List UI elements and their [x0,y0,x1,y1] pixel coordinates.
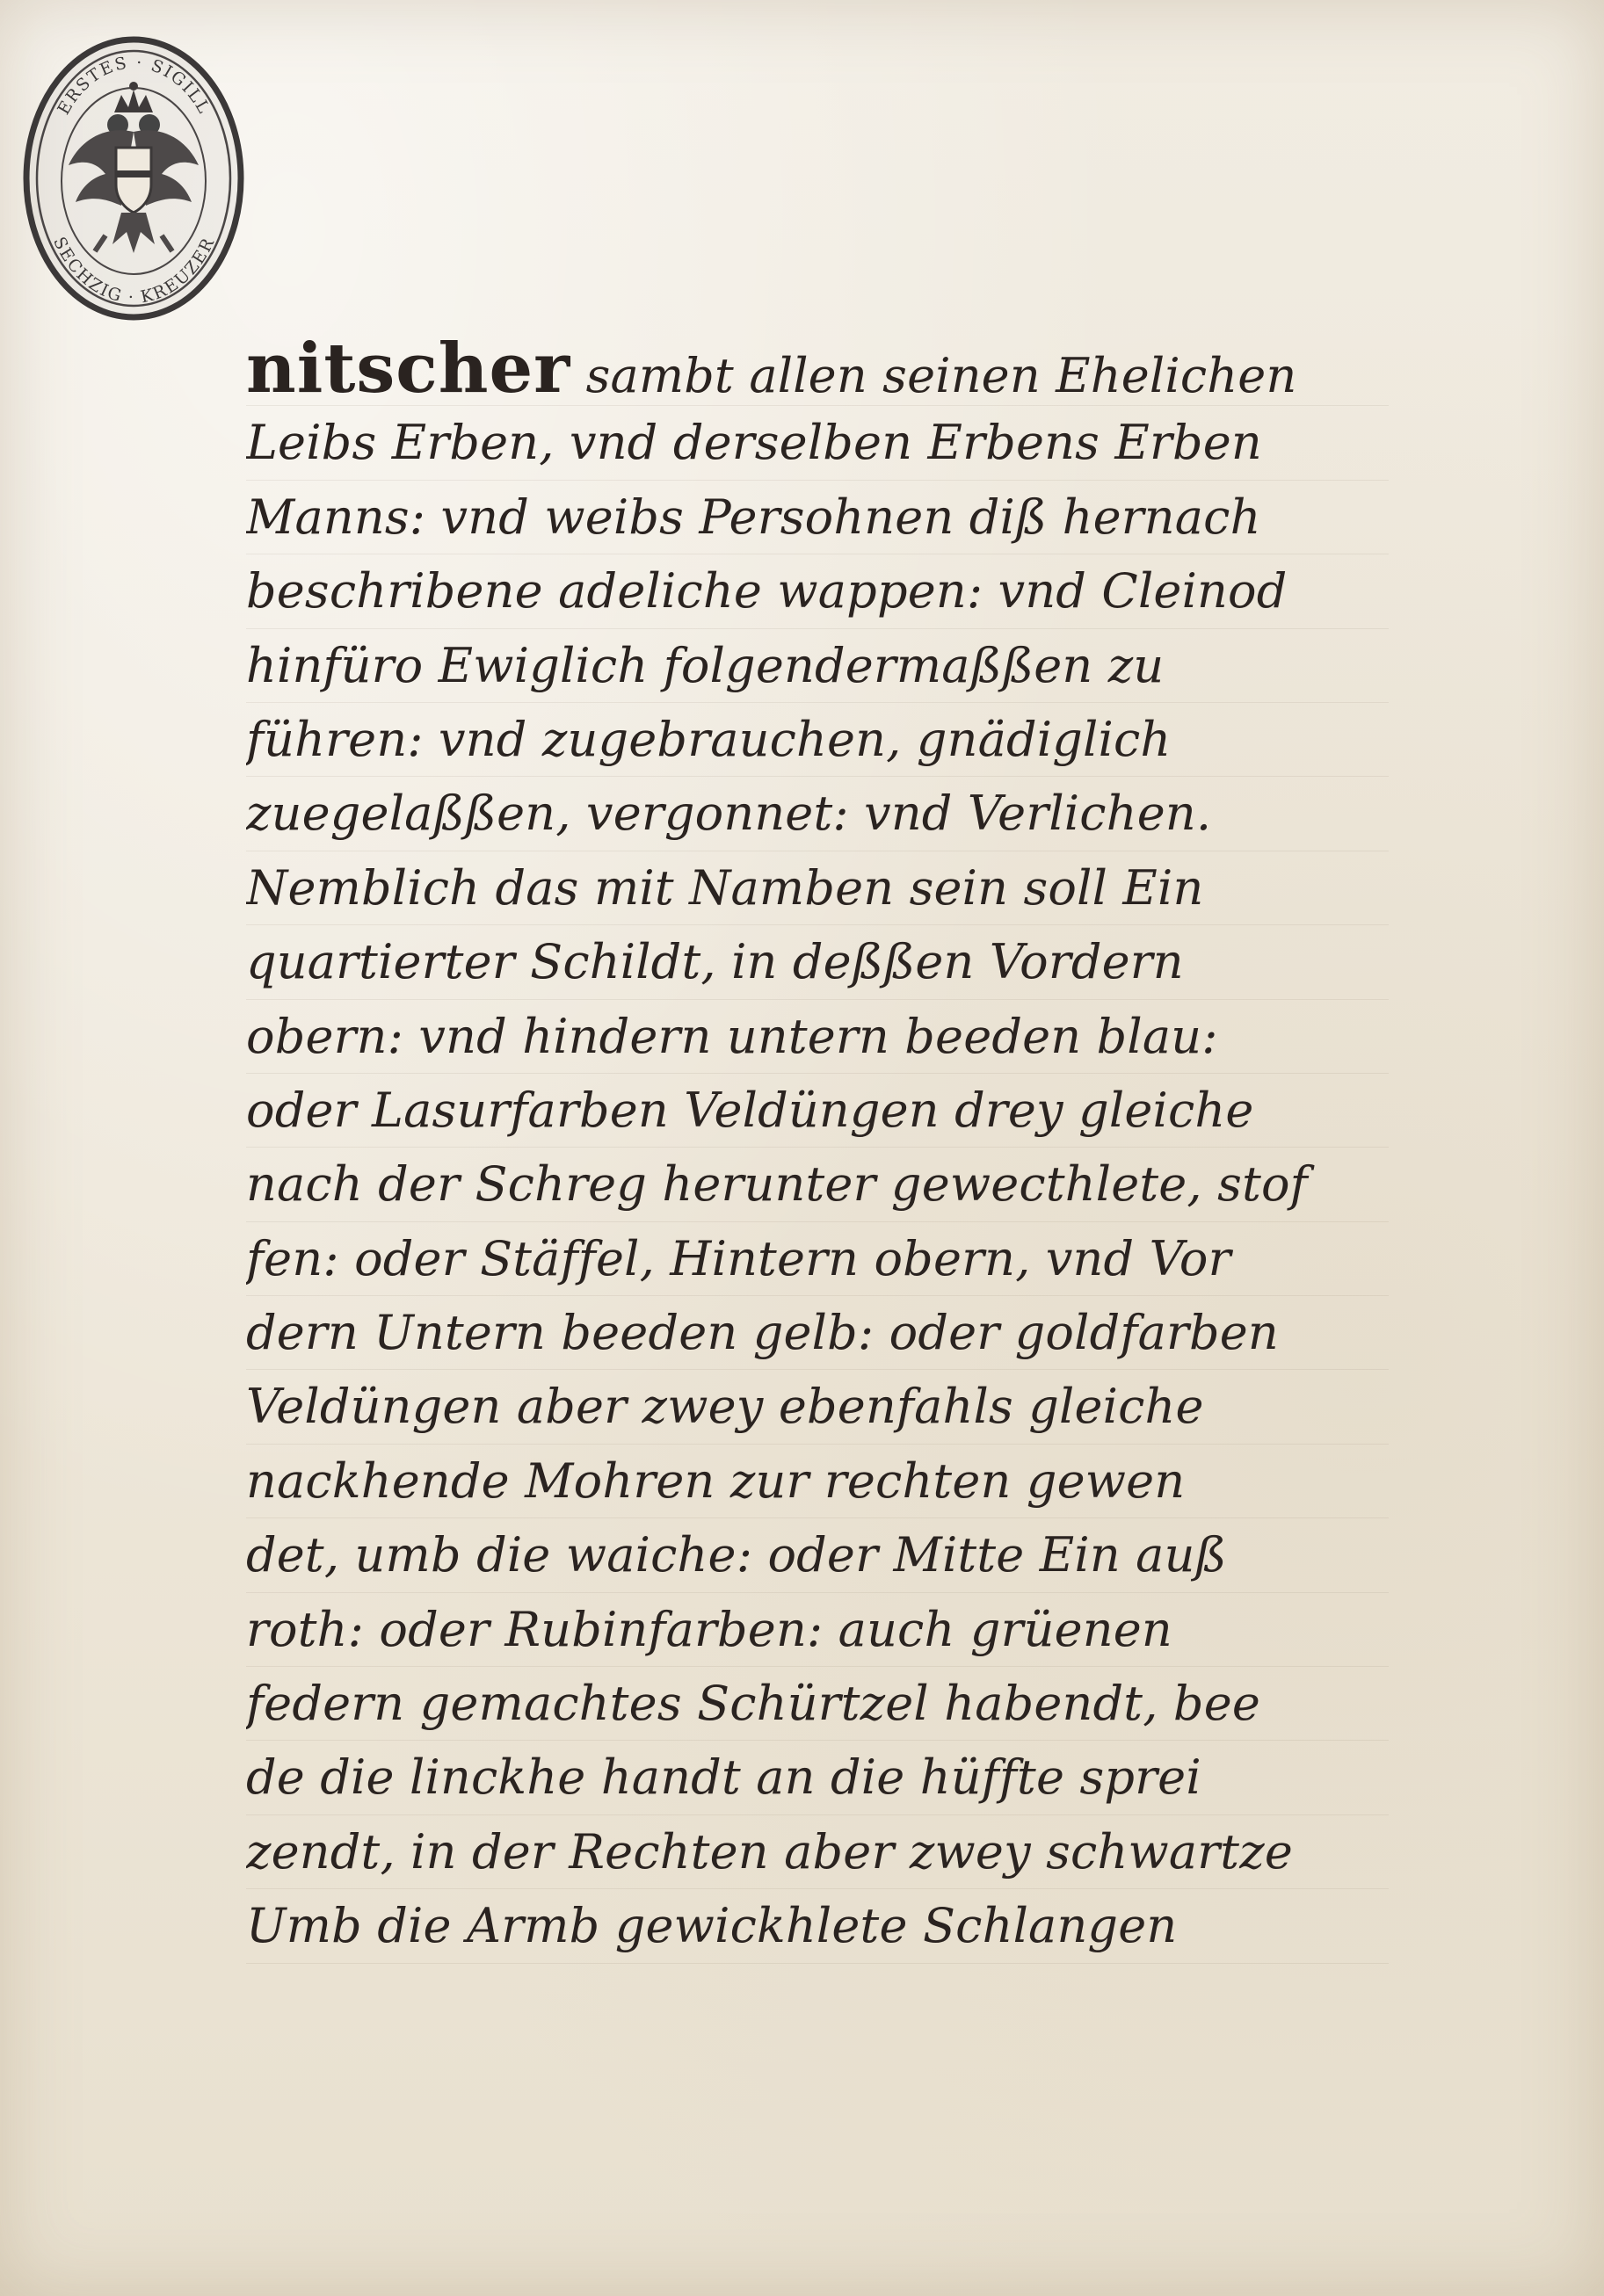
manuscript-line: de die linckhe handt an die hüffte sprei [246,1741,1389,1814]
continued-word: nitscher [246,332,571,407]
manuscript-line: Manns: vnd weibs Persohnen diß hernach [246,481,1389,554]
line-text: sambt allen seinen Ehelichen [570,348,1297,403]
seal-top-text: ERSTES · SIGILL [54,53,214,119]
manuscript-line: nackhende Mohren zur rechten gewen [246,1445,1389,1518]
tax-stamp-seal [18,33,250,323]
manuscript-line: Umb die Armb gewickhlete Schlangen [246,1889,1389,1963]
manuscript-line: Nemblich das mit Namben sein soll Ein [246,851,1389,925]
manuscript-line: Veldüngen aber zwey ebenfahls gleiche [246,1370,1389,1444]
manuscript-line: zendt, in der Rechten aber zwey schwartze [246,1815,1389,1889]
eagle-seal-icon [18,33,250,323]
manuscript-line: hinfüro Ewiglich folgendermaßßen zu [246,629,1389,703]
manuscript-line: führen: vnd zugebrauchen, gnädiglich [246,703,1389,777]
seal-bottom-text: SECHZIG · KREUZER [49,234,219,308]
manuscript-line: obern: vnd hindern untern beeden blau: [246,1000,1389,1074]
manuscript-line: quartierter Schildt, in deßßen Vordern [246,925,1389,999]
manuscript-line: beschribene adeliche wappen: vnd Cleinod [246,554,1389,628]
manuscript-line: federn gemachtes Schürtzel habendt, bee [246,1667,1389,1741]
manuscript-text [246,332,1389,1964]
manuscript-line [246,332,1389,406]
manuscript-line: zuegelaßßen, vergonnet: vnd Verlichen. [246,777,1389,851]
manuscript-line: Leibs Erben, vnd derselben Erbens Erben [246,406,1389,480]
manuscript-line: nach der Schreg herunter gewecthlete, stof [246,1148,1389,1221]
manuscript-line: oder Lasurfarben Veldüngen drey gleiche [246,1074,1389,1148]
manuscript-line: fen: oder Stäffel, Hintern obern, vnd Vor [246,1222,1389,1296]
manuscript-line: roth: oder Rubinfarben: auch grüenen [246,1593,1389,1667]
manuscript-line: dern Untern beeden gelb: oder goldfarben [246,1296,1389,1370]
manuscript-line: det, umb die waiche: oder Mitte Ein auß [246,1518,1389,1592]
